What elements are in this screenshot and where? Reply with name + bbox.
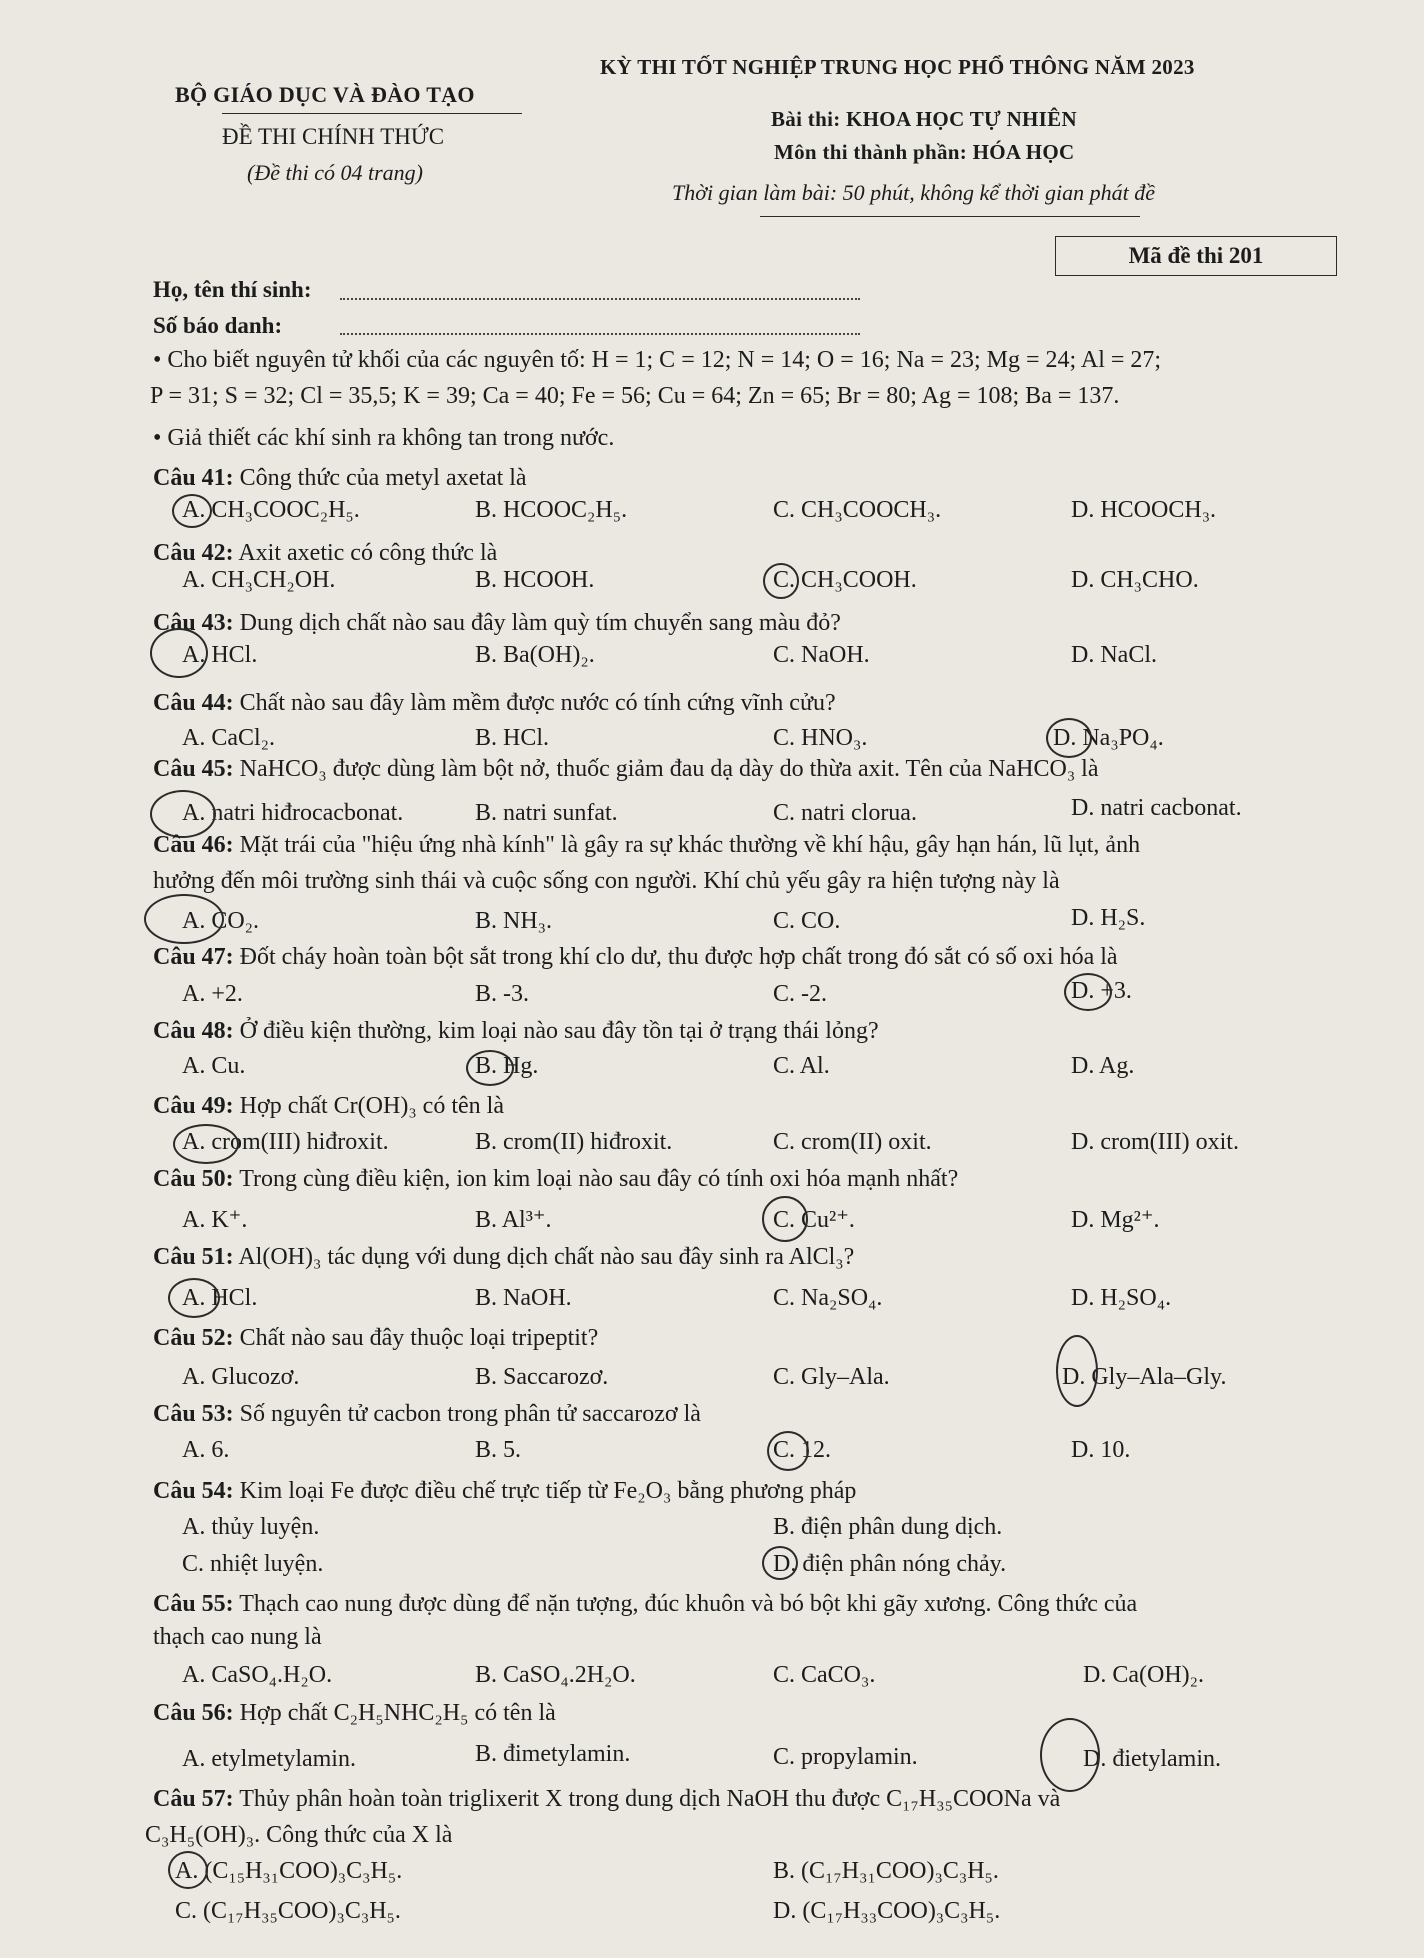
q45-option-c[interactable]: C. natri clorua. [773, 800, 917, 826]
question-50 [153, 1166, 958, 1193]
q48-option-b[interactable]: B. Hg. [475, 1053, 539, 1079]
q49-option-a[interactable]: A. crom(III) hiđroxit. [182, 1129, 389, 1155]
q54-option-b[interactable]: B. điện phân dung dịch. [773, 1514, 1003, 1540]
question-number: Câu 46: [153, 832, 234, 858]
question-43 [153, 610, 841, 637]
q54-option-a[interactable]: A. thủy luyện. [182, 1514, 320, 1540]
option-text: Cu²⁺. [801, 1207, 855, 1233]
question-number: Câu 48: [153, 1018, 234, 1044]
question-stem: Công thức của metyl axetat là [233, 465, 527, 491]
q52-option-d[interactable]: D. Gly–Ala–Gly. [1062, 1364, 1227, 1390]
question-stem: Trong cùng điều kiện, ion kim loại nào sau đây có tính oxi hóa mạnh nhất? [233, 1166, 959, 1192]
option-text: CH₃COOCH₃. [801, 497, 942, 523]
option-text: NaOH. [503, 1285, 572, 1311]
q53-option-d[interactable]: D. 10. [1071, 1437, 1131, 1463]
option-text: NaOH. [801, 642, 870, 668]
q56-option-a[interactable]: A. etylmetylamin. [182, 1746, 356, 1772]
question-stem: Hợp chất Cr(OH)₃ có tên là [233, 1093, 504, 1119]
q55-option-d[interactable]: D. Ca(OH)₂. [1083, 1662, 1205, 1688]
q46-option-c[interactable]: C. CO. [773, 908, 841, 934]
q49-option-c[interactable]: C. crom(II) oxit. [773, 1129, 932, 1155]
option-text: HCl. [211, 1285, 258, 1311]
question-number: Câu 43: [153, 610, 234, 636]
option-text: CH₃COOH. [801, 567, 917, 593]
question-52 [153, 1325, 598, 1352]
candidate-name-line [340, 298, 860, 300]
option-text: natri hiđrocacbonat. [211, 800, 404, 826]
option-text: HCOOCH₃. [1100, 497, 1217, 523]
q48-option-a[interactable]: A. Cu. [182, 1053, 246, 1079]
option-text: Na₂SO₄. [801, 1285, 883, 1311]
candidate-id-line [340, 333, 860, 335]
answer-mark-q43 [150, 628, 208, 678]
q43-option-a[interactable]: A. HCl. [182, 642, 258, 668]
official-label: ĐỀ THI CHÍNH THỨC [222, 124, 445, 149]
question-51 [153, 1244, 854, 1271]
option-text: CO. [801, 908, 841, 934]
option-text: natri sunfat. [503, 800, 618, 826]
question-stem: Số nguyên tử cacbon trong phân tử saccarozơ là [233, 1401, 701, 1427]
q45-option-a[interactable]: A. natri hiđrocacbonat. [182, 800, 404, 826]
q56-option-b[interactable]: B. đimetylamin. [475, 1741, 631, 1767]
option-text: (C₁₇H₃₁COO)₃C₃H₅. [801, 1858, 999, 1884]
option-text: crom(III) hiđroxit. [211, 1129, 389, 1155]
question-number: Câu 47: [153, 944, 234, 970]
q57-option-b[interactable]: B. (C₁₇H₃₁COO)₃C₃H₅. [773, 1858, 999, 1884]
q50-option-d[interactable]: D. Mg²⁺. [1071, 1207, 1160, 1233]
q47-option-a[interactable]: A. +2. [182, 981, 243, 1007]
q44-option-d[interactable]: D. Na₃PO₄. [1053, 725, 1164, 751]
q42-option-a[interactable]: A. CH₃CH₂OH. [182, 567, 336, 593]
question-stem: Al(OH)₃ tác dụng với dung dịch chất nào sau đây sinh ra AlCl₃? [233, 1244, 855, 1270]
option-text: Al³⁺. [501, 1207, 552, 1233]
q43-option-c[interactable]: C. NaOH. [773, 642, 870, 668]
option-text: H₂SO₄. [1100, 1285, 1172, 1311]
exam-code-box: Mã đề thi 201 [1055, 236, 1337, 276]
q55-option-a[interactable]: A. CaSO₄.H₂O. [182, 1662, 333, 1688]
q52-option-a[interactable]: A. Glucozơ. [182, 1364, 300, 1390]
pages-note: (Đề thi có 04 trang) [247, 160, 423, 185]
question-48 [153, 1018, 879, 1045]
q45-option-b[interactable]: B. natri sunfat. [475, 800, 618, 826]
answer-mark-q53 [767, 1431, 809, 1471]
option-text: đietylamin. [1112, 1746, 1221, 1772]
option-text: crom(II) hiđroxit. [503, 1129, 673, 1155]
question-stem: Ở điều kiện thường, kim loại nào sau đây tồn tại ở trạng thái lỏng? [233, 1018, 879, 1044]
option-text: CaSO₄.2H₂O. [503, 1662, 636, 1688]
q56-option-d[interactable]: D. đietylamin. [1083, 1746, 1221, 1772]
question-57 [153, 1786, 1060, 1813]
q48-option-c[interactable]: C. Al. [773, 1053, 830, 1079]
question-number: Câu 55: [153, 1591, 234, 1617]
q57-option-c[interactable]: C. (C₁₇H₃₅COO)₃C₃H₅. [175, 1898, 401, 1924]
option-text: HCOOC₂H₅. [503, 497, 628, 523]
question-56 [153, 1700, 556, 1727]
answer-mark-q46 [144, 894, 224, 944]
q50-option-b[interactable]: B. Al³⁺. [475, 1207, 552, 1233]
question-44 [153, 690, 836, 717]
question-41 [153, 465, 527, 492]
answer-mark-q48 [466, 1050, 514, 1086]
question-number: Câu 54: [153, 1478, 234, 1504]
option-text: K⁺. [211, 1207, 248, 1233]
option-text: Ca(OH)₂. [1112, 1662, 1205, 1688]
q44-option-b[interactable]: B. HCl. [475, 725, 550, 751]
question-number: Câu 42: [153, 540, 234, 566]
option-text: CaCl₂. [211, 725, 276, 751]
question-stem: Kim loại Fe được điều chế trực tiếp từ Fe₂O₃ bằng phương pháp [233, 1478, 857, 1504]
option-text: 10. [1100, 1437, 1131, 1463]
q46-option-d[interactable]: D. H₂S. [1071, 905, 1146, 931]
q51-option-d[interactable]: D. H₂SO₄. [1071, 1285, 1172, 1311]
q55-option-b[interactable]: B. CaSO₄.2H₂O. [475, 1662, 636, 1688]
q42-option-c[interactable]: C. CH₃COOH. [773, 567, 917, 593]
q57-option-a[interactable]: A. (C₁₅H₃₁COO)₃C₃H₅. [175, 1858, 403, 1884]
option-text: Hg. [503, 1053, 539, 1079]
atomic-mass-line-1: • Cho biết nguyên tử khối của các nguyên tố: H = 1; C = 12; N = 14; O = 16; Na = 23; Mg = 24; Al = 27; [153, 347, 1162, 373]
q51-option-b[interactable]: B. NaOH. [475, 1285, 572, 1311]
question-49 [153, 1093, 504, 1120]
option-text: nhiệt luyện. [210, 1551, 324, 1577]
answer-mark-q50 [762, 1196, 808, 1242]
candidate-id-label: Số báo danh: [153, 313, 283, 338]
q41-option-d[interactable]: D. HCOOCH₃. [1071, 497, 1217, 523]
question-number: Câu 41: [153, 465, 234, 491]
option-text: CH₃CHO. [1100, 567, 1199, 593]
question-46-line-2: hưởng đến môi trường sinh thái và cuộc sống con người. Khí chủ yếu gây ra hiện tượng này là [153, 868, 1060, 894]
q46-option-a[interactable]: A. CO₂. [182, 908, 260, 934]
q43-option-b[interactable]: B. Ba(OH)₂. [475, 642, 595, 668]
option-text: HCOOH. [503, 567, 595, 593]
q51-option-a[interactable]: A. HCl. [182, 1285, 258, 1311]
option-text: CaCO₃. [801, 1662, 876, 1688]
question-stem: NaHCO₃ được dùng làm bột nở, thuốc giảm đau dạ dày do thừa axit. Tên của NaHCO₃ là [233, 756, 1099, 782]
q50-option-c[interactable]: C. Cu²⁺. [773, 1207, 855, 1233]
option-text: HCl. [503, 725, 550, 751]
question-stem: Chất nào sau đây thuộc loại tripeptit? [233, 1325, 599, 1351]
question-number: Câu 50: [153, 1166, 234, 1192]
answer-mark-q49 [173, 1124, 239, 1164]
question-42 [153, 540, 497, 567]
q45-option-d[interactable]: D. natri cacbonat. [1071, 795, 1242, 821]
q53-option-a[interactable]: A. 6. [182, 1437, 230, 1463]
option-text: 12. [801, 1437, 832, 1463]
q43-option-d[interactable]: D. NaCl. [1071, 642, 1158, 668]
option-text: +3. [1100, 978, 1132, 1004]
q56-option-c[interactable]: C. propylamin. [773, 1744, 918, 1770]
time-underline [760, 216, 1140, 217]
question-stem: Dung dịch chất nào sau đây làm quỳ tím chuyển sang màu đỏ? [233, 610, 841, 636]
question-number: Câu 56: [153, 1700, 234, 1726]
q55-option-c[interactable]: C. CaCO₃. [773, 1662, 876, 1688]
q42-option-b[interactable]: B. HCOOH. [475, 567, 595, 593]
q41-option-c[interactable]: C. CH₃COOCH₃. [773, 497, 942, 523]
question-47 [153, 944, 1118, 971]
option-text: điện phân dung dịch. [801, 1514, 1003, 1540]
q46-option-b[interactable]: B. NH₃. [475, 908, 553, 934]
option-text: Gly–Ala–Gly. [1091, 1364, 1227, 1390]
question-stem: Mặt trái của "hiệu ứng nhà kính" là gây ra sự khác thường về khí hậu, gây hạn hán, lũ lụt, ảnh [233, 832, 1141, 858]
option-text: +2. [211, 981, 243, 1007]
gas-note: • Giả thiết các khí sinh ra không tan trong nước. [153, 425, 615, 451]
option-text: CH₃CH₂OH. [211, 567, 336, 593]
option-text: H₂S. [1100, 905, 1146, 931]
question-45 [153, 756, 1099, 783]
q52-option-c[interactable]: C. Gly–Ala. [773, 1364, 890, 1390]
option-text: propylamin. [801, 1744, 918, 1770]
option-text: Gly–Ala. [801, 1364, 890, 1390]
option-text: 5. [503, 1437, 522, 1463]
option-text: -3. [503, 981, 530, 1007]
exam-title: KỲ THI TỐT NGHIỆP TRUNG HỌC PHỔ THÔNG NĂM 2023 [600, 55, 1195, 79]
option-text: Glucozơ. [211, 1364, 300, 1390]
question-55 [153, 1591, 1137, 1618]
option-text: Cu. [211, 1053, 246, 1079]
option-text: HCl. [211, 642, 258, 668]
question-number: Câu 53: [153, 1401, 234, 1427]
question-number: Câu 49: [153, 1093, 234, 1119]
answer-mark-q41 [172, 494, 212, 528]
q47-option-d[interactable]: D. +3. [1071, 978, 1132, 1004]
question-stem: Thạch cao nung được dùng để nặn tượng, đúc khuôn và bó bột khi gãy xương. Công thức của [233, 1591, 1138, 1617]
option-text: đimetylamin. [503, 1741, 631, 1767]
ministry-underline [222, 113, 522, 114]
option-text: Na₃PO₄. [1082, 725, 1164, 751]
question-stem: Chất nào sau đây làm mềm được nước có tính cứng vĩnh cửu? [233, 690, 836, 716]
q42-option-d[interactable]: D. CH₃CHO. [1071, 567, 1199, 593]
q53-option-b[interactable]: B. 5. [475, 1437, 522, 1463]
q52-option-b[interactable]: B. Saccarozơ. [475, 1364, 609, 1390]
q47-option-b[interactable]: B. -3. [475, 981, 530, 1007]
question-number: Câu 57: [153, 1786, 234, 1812]
subject-line: Bài thi: KHOA HỌC TỰ NHIÊN [771, 107, 1077, 131]
component-line: Môn thi thành phần: HÓA HỌC [774, 140, 1075, 164]
q54-option-d[interactable]: D. điện phân nóng chảy. [773, 1551, 1007, 1577]
q41-option-a[interactable]: A. CH₃COOC₂H₅. [182, 497, 360, 523]
answer-mark-q57 [168, 1851, 208, 1889]
answer-mark-q42 [763, 563, 799, 599]
answer-mark-q54 [762, 1546, 798, 1580]
question-number: Câu 51: [153, 1244, 234, 1270]
question-number: Câu 44: [153, 690, 234, 716]
option-text: CO₂. [211, 908, 260, 934]
option-text: HNO₃. [801, 725, 868, 751]
option-text: -2. [801, 981, 828, 1007]
option-text: NH₃. [503, 908, 553, 934]
question-57-line-2: C₃H₅(OH)₃. Công thức của X là [145, 1822, 453, 1848]
atomic-mass-line-2: P = 31; S = 32; Cl = 35,5; K = 39; Ca = 40; Fe = 56; Cu = 64; Zn = 65; Br = 80; Ag = 108; Ba = 137. [150, 383, 1120, 409]
q47-option-c[interactable]: C. -2. [773, 981, 828, 1007]
candidate-name-label: Họ, tên thí sinh: [153, 277, 312, 302]
option-text: etylmetylamin. [211, 1746, 356, 1772]
option-text: điện phân nóng chảy. [802, 1551, 1007, 1577]
option-text: crom(II) oxit. [801, 1129, 932, 1155]
option-text: (C₁₇H₃₃COO)₃C₃H₅. [802, 1898, 1001, 1924]
q54-option-c[interactable]: C. nhiệt luyện. [182, 1551, 324, 1577]
answer-mark-q45 [150, 790, 216, 838]
question-46 [153, 832, 1140, 859]
option-text: crom(III) oxit. [1100, 1129, 1239, 1155]
question-stem: Đốt cháy hoàn toàn bột sắt trong khí clo dư, thu được hợp chất trong đó sắt có số oxi hóa là [233, 944, 1118, 970]
option-text: CH₃COOC₂H₅. [211, 497, 360, 523]
option-text: thủy luyện. [211, 1514, 320, 1540]
q50-option-a[interactable]: A. K⁺. [182, 1207, 248, 1233]
question-54 [153, 1478, 856, 1505]
q41-option-b[interactable]: B. HCOOC₂H₅. [475, 497, 628, 523]
answer-mark-q44 [1046, 718, 1092, 758]
q44-option-c[interactable]: C. HNO₃. [773, 725, 868, 751]
q48-option-d[interactable]: D. Ag. [1071, 1053, 1135, 1079]
question-55-line-2: thạch cao nung là [153, 1624, 322, 1650]
answer-mark-q47 [1064, 973, 1112, 1011]
q51-option-c[interactable]: C. Na₂SO₄. [773, 1285, 883, 1311]
q49-option-d[interactable]: D. crom(III) oxit. [1071, 1129, 1239, 1155]
option-text: Mg²⁺. [1100, 1207, 1160, 1233]
question-53 [153, 1401, 701, 1428]
option-text: Saccarozơ. [503, 1364, 609, 1390]
time-line: Thời gian làm bài: 50 phút, không kể thời gian phát đề [672, 180, 1156, 205]
option-text: (C₁₅H₃₁COO)₃C₃H₅. [204, 1858, 403, 1884]
q57-option-d[interactable]: D. (C₁₇H₃₃COO)₃C₃H₅. [773, 1898, 1001, 1924]
answer-mark-q52 [1056, 1335, 1098, 1407]
option-text: CaSO₄.H₂O. [211, 1662, 333, 1688]
q53-option-c[interactable]: C. 12. [773, 1437, 832, 1463]
option-text: natri clorua. [801, 800, 917, 826]
question-number: Câu 52: [153, 1325, 234, 1351]
option-text: 6. [211, 1437, 230, 1463]
option-text: NaCl. [1100, 642, 1158, 668]
question-stem: Thủy phân hoàn toàn triglixerit X trong dung dịch NaOH thu được C₁₇H₃₅COONa và [233, 1786, 1061, 1812]
option-text: Ag. [1099, 1053, 1135, 1079]
q44-option-a[interactable]: A. CaCl₂. [182, 725, 276, 751]
option-text: (C₁₇H₃₅COO)₃C₃H₅. [203, 1898, 401, 1924]
question-number: Câu 45: [153, 756, 234, 782]
ministry-name: BỘ GIÁO DỤC VÀ ĐÀO TẠO [175, 82, 475, 107]
answer-mark-q56 [1040, 1718, 1100, 1792]
answer-mark-q51 [168, 1278, 220, 1318]
option-text: natri cacbonat. [1100, 795, 1242, 821]
question-stem: Axit axetic có công thức là [233, 540, 498, 566]
option-text: Al. [799, 1053, 830, 1079]
question-stem: Hợp chất C₂H₅NHC₂H₅ có tên là [233, 1700, 556, 1726]
option-text: Ba(OH)₂. [503, 642, 595, 668]
q49-option-b[interactable]: B. crom(II) hiđroxit. [475, 1129, 673, 1155]
